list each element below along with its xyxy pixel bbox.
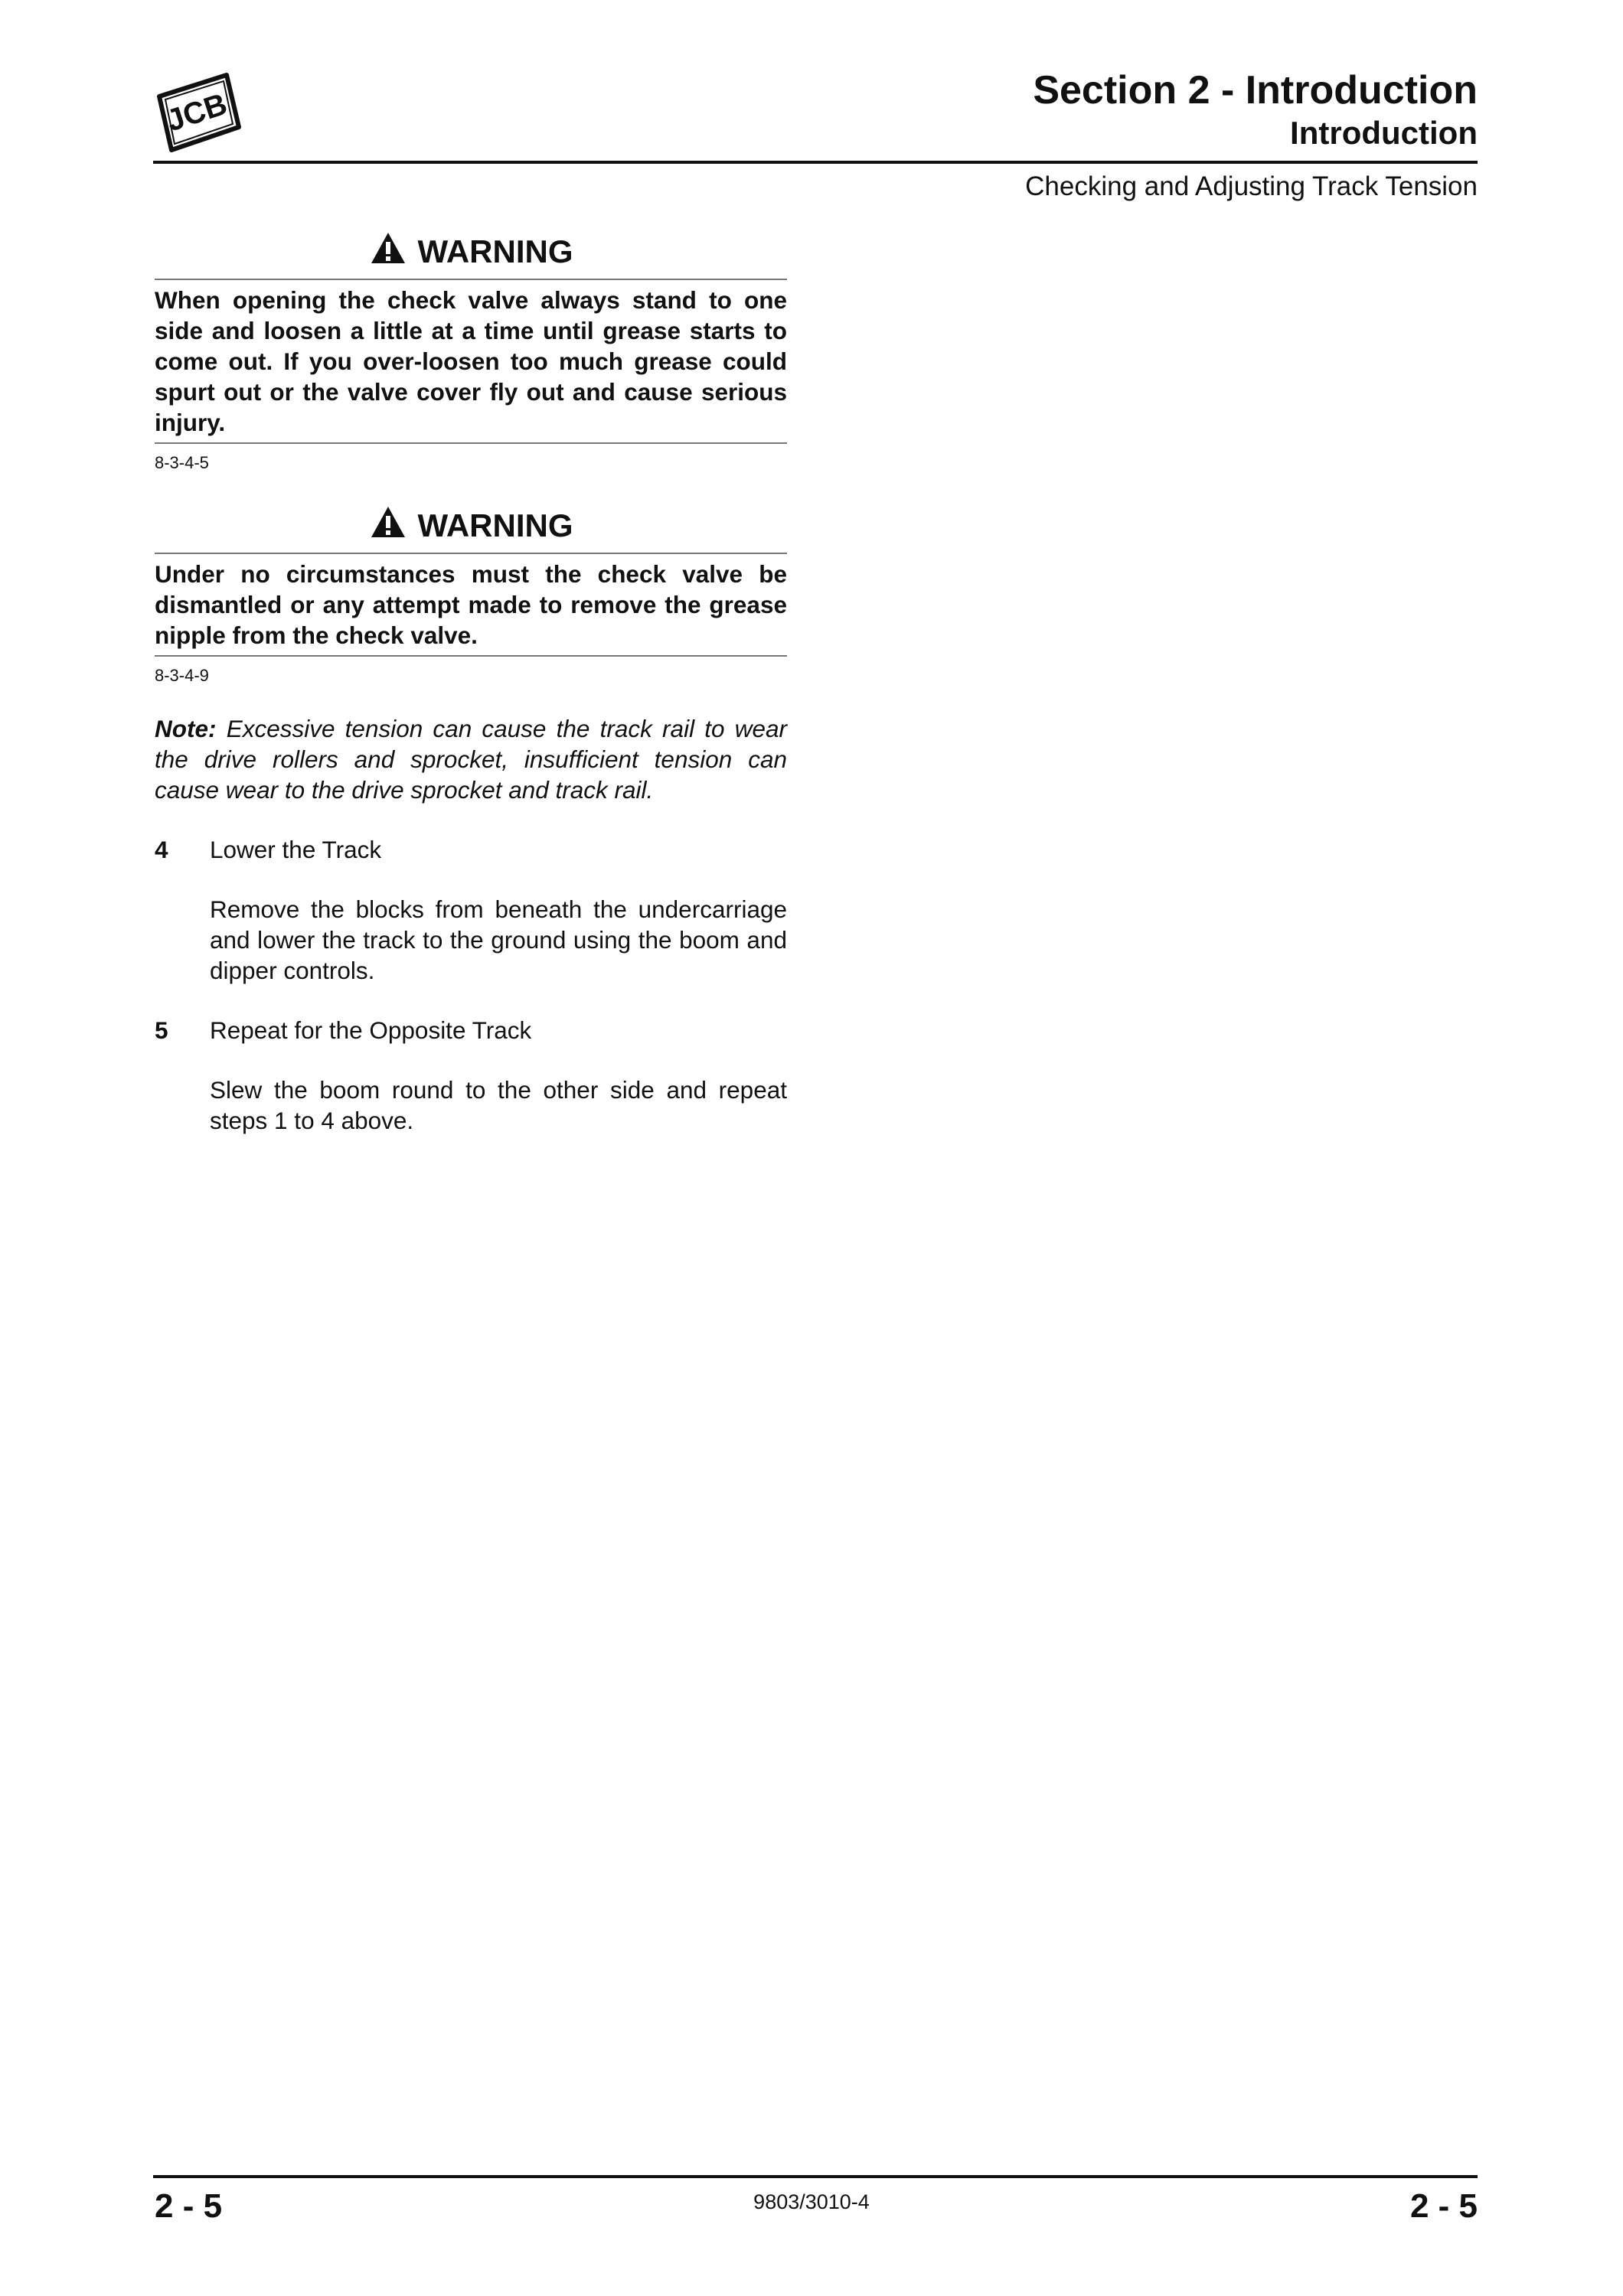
warning-heading [155,230,787,274]
note-text: Excessive tension can cause the track rail to wear the drive rollers and sprocket, insufficient tension can cause wear to the drive sprocket and track rail. [155,715,787,804]
subsection-title: Introduction [1290,115,1478,151]
warning-box-1 [155,230,787,473]
warning-title: WARNING [417,507,573,543]
header-rule [153,161,1478,164]
section-title: Section 2 - Introduction [1033,68,1478,113]
svg-text:JCB: JCB [162,86,231,139]
step-body: Slew the boom round to the other side and repeat steps 1 to 4 above. [210,1076,787,1134]
page-number-right: 2 - 5 [1409,2187,1478,2225]
document-reference: 9803/3010-4 [753,2190,870,2213]
warning-box-2 [155,504,787,686]
warning-ref: 8-3-4-9 [155,666,209,685]
warning-ref: 8-3-4-5 [155,453,209,472]
footer-rule [153,2175,1478,2178]
step-number: 5 [155,1016,168,1044]
step-body: Remove the blocks from beneath the undercarriage and lower the track to the ground using the boom and dipper controls. [210,895,787,984]
warning-text: When opening the check valve always stand to one side and loosen a little at a time until grease starts to come out. If you over-loosen too much grease could spurt out or the valve cover fly out and cause serious injury. [155,286,787,436]
warning-triangle-icon [369,230,407,273]
warning-rule-bottom [155,655,787,657]
warning-rule-bottom [155,442,787,444]
warning-heading [155,504,787,548]
jcb-logo [153,70,243,156]
note-label: Note: [155,715,217,742]
topic-title: Checking and Adjusting Track Tension [1025,171,1478,201]
note-paragraph [155,713,787,805]
warning-text: Under no circumstances must the check valve be dismantled or any attempt made to remove the grease nipple from the check valve. [155,560,787,649]
step-number: 4 [155,836,168,863]
warning-triangle-icon [369,504,407,547]
step-title: Repeat for the Opposite Track [210,1016,532,1044]
warning-title: WARNING [417,233,573,269]
step-title: Lower the Track [210,836,382,863]
page-number-left: 2 - 5 [155,2187,223,2225]
